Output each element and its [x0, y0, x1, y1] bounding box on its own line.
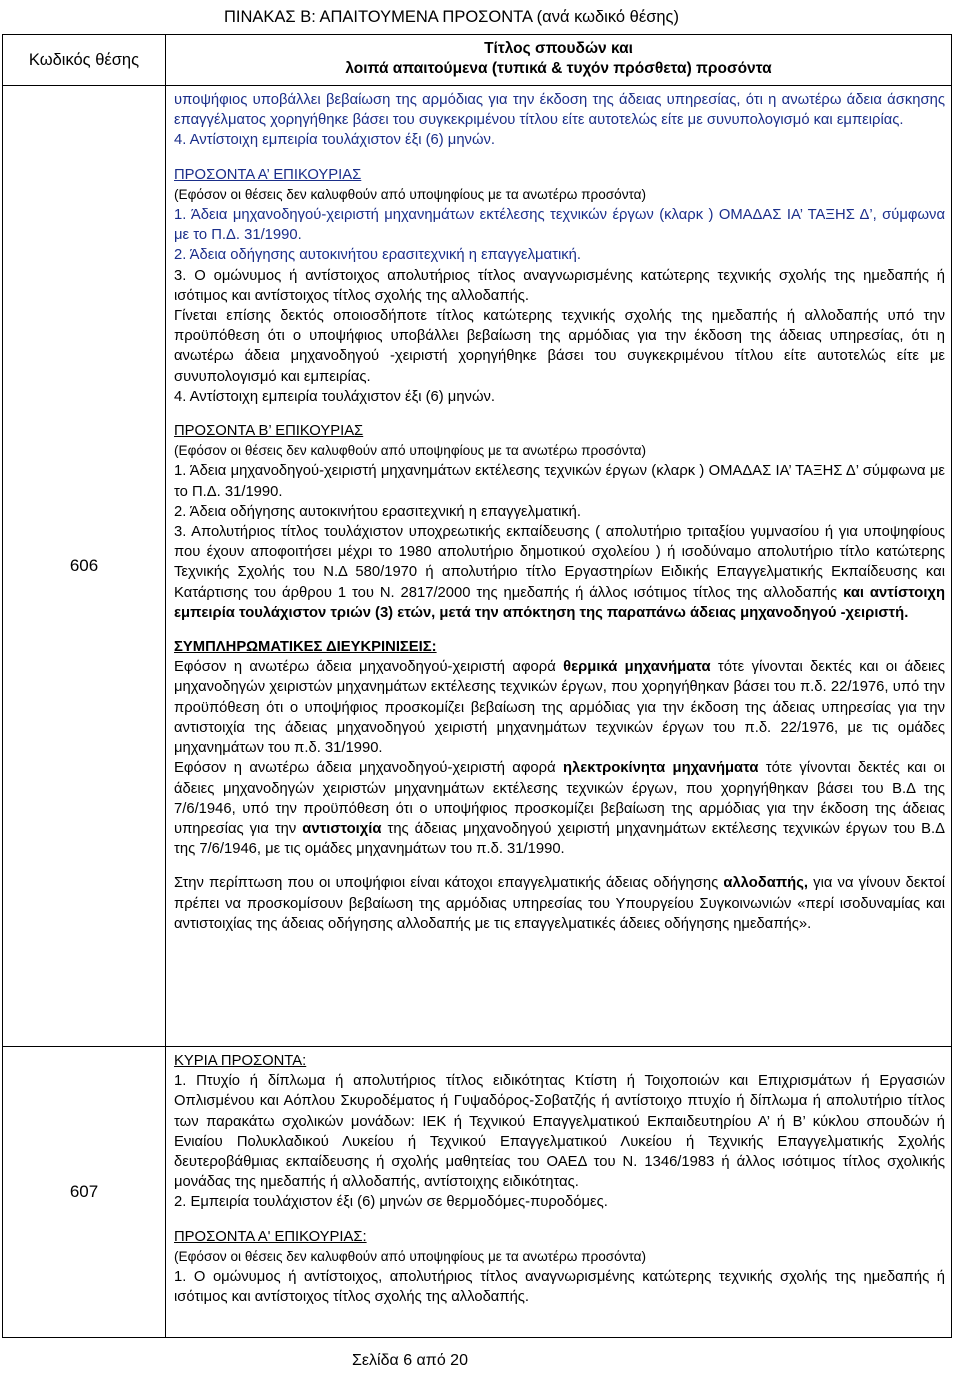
- intro-item-4: 4. Αντίστοιχη εμπειρία τουλάχιστον έξι (6) μηνών.: [174, 132, 496, 149]
- supp3-bold: αλλοδαπής,: [723, 875, 809, 892]
- supp1-bold: θερμικά μηχανήματα: [563, 659, 711, 676]
- supplementary-heading: ΣΥΜΠΛΗΡΩΜΑΤΙΚΕΣ ΔΙΕΥΚΡΙΝΙΣΕΙΣ:: [174, 639, 437, 656]
- row-606: [3, 86, 952, 1047]
- supp2-text-b: τότε γίνονται δεκτές και οι άδειες μηχανοδηγών χειριστών μηχανημάτων εκτέλεσης τεχνικών έργων, που χορηγήθηκαν βάσει του Β.Δ της 7/6/1946, υπό την προϋπόθεση ότι ο υποψήφιος προσκομίζει βεβαίωση της αρμόδιας για την έκδοση της άδειας υπηρεσίας για την: [174, 760, 945, 837]
- a-item-1-607: 1. Ο ομώνυμος ή αντίστοιχος, απολυτήριος τίτλος αναγνωρισμένης κατώτερης τεχνικής σχολής της ημεδαπής ή ισότιμος και αντίστοιχος τίτλος σχολής της αλλοδαπής.: [174, 1269, 945, 1306]
- row-606-content: [166, 86, 952, 1047]
- row-607-content: [166, 1047, 952, 1338]
- supp3-text-a: Στην περίπτωση που οι υποψήφιοι είναι κάτοχοι επαγγελματικής άδειας οδήγησης: [174, 875, 724, 892]
- supplementary-paragraph-3: [174, 873, 945, 934]
- row-606-code: 606: [3, 86, 166, 1047]
- title-column-header: [166, 35, 952, 86]
- code-column-header: Κωδικός θέσης: [3, 35, 166, 86]
- main-heading: ΚΥΡΙΑ ΠΡΟΣΟΝΤΑ:: [174, 1053, 307, 1069]
- b-item-2: 2. Άδεια οδήγησης αυτοκινήτου ερασιτεχνική η επαγγελματική.: [174, 503, 581, 520]
- supp2-text-c: της άδειας μηχανοδηγού χειριστή μηχανημάτων εκτέλεσης τεχνικών έργων του Β.Δ της 7/6/1946, με τις ομάδες μηχανημάτων του π.δ. 31/1990.: [174, 820, 945, 858]
- a-item-2: 2. Άδεια οδήγησης αυτοκινήτου ερασιτεχνική η επαγγελματική.: [174, 247, 581, 264]
- title-header-line1: Τίτλος σπουδών και: [484, 40, 633, 57]
- supp2-bold: ηλεκτροκίνητα μηχανήματα: [562, 760, 759, 777]
- main-item-1: 1. Πτυχίο ή δίπλωμα ή απολυτήριος τίτλος ειδικότητας Κτίστη ή Τοιχοποιών και Επιχρισμάτων ή Εργασιών Οπλισμένου και Αόπλου Σκυροδέματος ή Γυψαδόρος-Σοβατζής ή αντίστοιχο πτυχίο ή δίπλωμα ή απολυτήριο τίτλος των παρακάτω σχολικών μονάδων: ΙΕΚ ή Τεχνικού Επαγγελματικού Εκπαιδευτηρίου Α’ ή Β’ κύκλου σπουδών ή Ενιαίου Πολυκλαδικού Λυκείου ή Τεχνικού Επαγγελματικού Λυκείου ή Τεχνικής Επαγγελματικής Σχολής δευτεροβάθμιας εκπαίδευσης ή σχολής μαθητείας του ΟΑΕΔ του Ν. 1346/1983 ή άλλος ισότιμος τίτλος σχολικής μονάδας της ημεδαπής ή αλλοδαπής, αντίστοιχης ειδικότητας.: [174, 1073, 945, 1191]
- a-item-4: 4. Αντίστοιχη εμπειρία τουλάχιστον έξι (6) μηνών.: [174, 388, 496, 405]
- a-item-1: 1. Άδεια μηχανοδηγού-χειριστή μηχανημάτων εκτέλεσης τεχνικών έργων (κλαρκ ) ΟΜΑΔΑΣ ΙΑ’ ΤΑΞΗΣ Δ’, σύμφωνα με το Π.Δ. 31/1990.: [174, 207, 945, 244]
- a-heading-607: ΠΡΟΣΟΝΤΑ Α' ΕΠΙΚΟΥΡΙΑΣ:: [174, 1228, 367, 1245]
- a-item-3-continuation: Γίνεται επίσης δεκτός οποιοσδήποτε τίτλος κατώτερης τεχνικής σχολής της ημεδαπής ή αλλοδαπής υπό την προϋπόθεση ότι ο υποψήφιος υποβάλλει βεβαίωση της αρμόδιας για την έκδοση της άδειας υπηρεσίας, ότι η ανωτέρω άδεια μηχανοδηγού -χειριστή χορηγήθηκε βάσει του συγκεκριμένου τίτλου είτε αυτοτελώς είτε με συνυπολογισμό και εμπειρίας.: [174, 308, 945, 385]
- page-title: ΠΙΝΑΚΑΣ Β: ΑΠΑΙΤΟΥΜΕΝΑ ΠΡΟΣΟΝΤΑ (ανά κωδικό θέσης): [224, 8, 679, 26]
- supplementary-paragraph-1: [174, 657, 945, 758]
- b-heading: ΠΡΟΣΟΝΤΑ Β’ ΕΠΙΚΟΥΡΙΑΣ: [174, 423, 364, 440]
- requirements-table: [2, 34, 952, 1338]
- title-header-line2: λοιπά απαιτούμενα (τυπικά & τυχόν πρόσθετα) προσόντα: [345, 60, 772, 77]
- a-item-3: 3. Ο ομώνυμος ή αντίστοιχος απολυτήριος τίτλος αναγνωρισμένης κατώτερης τεχνικής σχολής της ημεδαπής ή ισότιμος και αντίστοιχος τίτλος σχολής της αλλοδαπής.: [174, 267, 945, 304]
- row-607-code: 607: [3, 1047, 166, 1338]
- intro-text: υποψήφιος υποβάλλει βεβαίωση της αρμόδιας για την έκδοση της άδειας υπηρεσίας, ότι η ανωτέρω άδεια άσκησης επαγγέλματος χορηγήθηκε βάσει του συγκεκριμένου τίτλου είτε αυτοτελώς είτε με συνυπολογισμό και εμπειρίας.: [174, 92, 945, 129]
- b-item-3-text: 3. Απολυτήριος τίτλος τουλάχιστον υποχρεωτικής εκπαίδευσης ( απολυτήριο τριταξίου γυμνασίου ή για υποψηφίους που έχουν αποφοιτήσει μέχρι το 1980 απολυτήριο δημοτικού σχολείου ) ή ισοδύναμο απολυτήριο τίτλο κατώτερης Τεχνικής Σχολής του Ν.Δ 580/1970 ή απολυτήριο τίτλο Εργαστηρίων Ειδικής Επαγγελματικής Εκπαίδευσης και Κατάρτισης του άρθρου 1 του Ν. 2817/2000 της ημεδαπής ή άλλος ισότιμος τίτλος της αλλοδαπής: [174, 524, 945, 601]
- supp2-text-a: Εφόσον η ανωτέρω άδεια μηχανοδηγού-χειριστή αφορά: [174, 760, 563, 777]
- b-item-1: 1. Άδεια μηχανοδηγού-χειριστή μηχανημάτων εκτέλεσης τεχνικών έργων (κλαρκ ) ΟΜΑΔΑΣ ΙΑ’ ΤΑΞΗΣ Δ’ σύμφωνα με το Π.Δ. 31/1990.: [174, 463, 945, 500]
- page-title-row: [0, 0, 960, 34]
- b-item-3-bold: και αντίστοιχη εμπειρία τουλάχιστον τριών (3) ετών, μετά την απόκτηση της παραπάνω άδειας μηχανοδηγού -χειριστή.: [174, 584, 945, 621]
- supp2-bold-2: αντιστοιχία: [302, 820, 382, 837]
- supplementary-paragraph-2: [174, 758, 945, 859]
- row-607: [3, 1047, 952, 1338]
- a-note-607: (Εφόσον οι θέσεις δεν καλυφθούν από υποψηφίους με τα ανωτέρω προσόντα): [174, 1248, 647, 1264]
- supp1-text-a: Εφόσον η ανωτέρω άδεια μηχανοδηγού-χειριστή αφορά: [174, 659, 564, 676]
- main-item-2: 2. Εμπειρία τουλάχιστον έξι (6) μηνών σε θερμοδόμες-πυροδόμες.: [174, 1194, 608, 1211]
- a-heading: ΠΡΟΣΟΝΤΑ Α’ ΕΠΙΚΟΥΡΙΑΣ: [174, 166, 362, 183]
- supp3-text-b: για να γίνουν δεκτοί πρέπει να προσκομίσουν βεβαίωση της αρμόδιας υπηρεσίας του Υπουργείου Συγκοινωνιών «περί ισοδυναμίας και αντιστοιχίας της άδειας οδήγησης αλλοδαπής με τις επαγγελματικές άδειες οδήγησης ημεδαπής».: [174, 875, 945, 932]
- page-footer: Σελίδα 6 από 20: [352, 1352, 468, 1369]
- a-note: (Εφόσον οι θέσεις δεν καλυφθούν από υποψηφίους με τα ανωτέρω προσόντα): [174, 186, 647, 202]
- header-row: [3, 35, 952, 86]
- b-item-3: [174, 522, 945, 623]
- supp1-text-b: τότε γίνονται δεκτές και οι άδειες μηχανοδηγών χειριστών μηχανημάτων εκτέλεσης τεχνικών έργων, που χορηγήθηκαν βάσει του π.δ. 22/1976, υπό την προϋπόθεση ότι ο υποψήφιος προσκομίζει βεβαίωση της αρμόδιας για την έκδοση της άδειας υπηρεσίας για την αντιστοιχία της άδειας μηχανοδηγού χειριστή μηχανημάτων τεχνικών έργων του π.δ. 22/1976, με τις ομάδες μηχανημάτων του π.δ. 31/1990.: [174, 659, 946, 757]
- b-note: (Εφόσον οι θέσεις δεν καλυφθούν από υποψηφίους με τα ανωτέρω προσόντα): [174, 443, 647, 459]
